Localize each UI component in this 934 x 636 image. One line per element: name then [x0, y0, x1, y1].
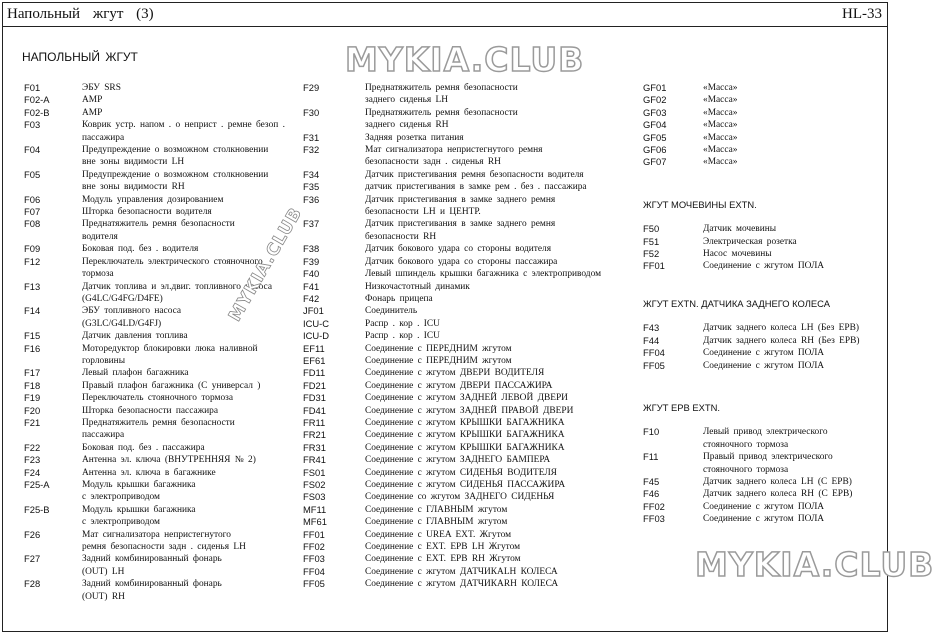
- connector-code: ICU-C: [303, 317, 330, 329]
- connector-entry: [303, 442, 633, 454]
- connector-entry: [303, 181, 633, 193]
- connector-code: F51: [643, 235, 660, 247]
- connector-entry: [24, 467, 300, 479]
- connector-code: F38: [303, 243, 320, 255]
- connector-code: GF07: [643, 156, 667, 168]
- connector-description: Соединение с жгутом ДВЕРИ ВОДИТЕЛЯ: [365, 368, 545, 379]
- connector-entry: [303, 281, 633, 293]
- connector-code: F15: [24, 330, 41, 342]
- connector-entry: [303, 107, 633, 132]
- connector-code: F34: [303, 168, 320, 180]
- connector-code: FD41: [303, 404, 326, 416]
- connector-description: Соединение с жгутом ПОЛА: [703, 348, 825, 359]
- connector-entry: [303, 318, 633, 330]
- connector-description: Соединение с жгутом ДАТЧИКАRH КОЛЕСА: [365, 579, 559, 590]
- connector-entry: [303, 305, 633, 317]
- header-divider: [2, 26, 888, 27]
- connector-entry: [24, 367, 300, 379]
- connector-entry: [643, 132, 883, 144]
- connector-entry: [303, 82, 633, 107]
- connector-entry: [303, 529, 633, 541]
- connector-code: F35: [303, 181, 320, 193]
- connector-entry: [24, 479, 300, 504]
- connector-description: Соединение с жгутом КРЫШКИ БАГАЖНИКА: [365, 417, 565, 428]
- watermark-bottom: MYKIA.CLUB: [695, 545, 934, 584]
- connector-code: FF05: [643, 359, 665, 371]
- connector-entry: [643, 501, 883, 513]
- connector-description: Датчик пристегивания ремня безопасности водителя: [365, 169, 584, 180]
- connector-entry: [303, 144, 633, 169]
- connector-entry: [303, 293, 633, 305]
- connector-description: Распр . кор . ICU: [365, 318, 440, 329]
- connector-code: F08: [24, 218, 41, 230]
- connector-description: Правый плафон багажника (С универсал ): [82, 380, 261, 391]
- connector-entry: [24, 454, 300, 466]
- connector-code: F45: [643, 475, 660, 487]
- connector-code: GF04: [643, 119, 667, 131]
- connector-entry: [643, 322, 883, 334]
- connector-description: Распр . кор . ICU: [365, 331, 440, 342]
- connector-entry: [643, 94, 883, 106]
- connector-code: F14: [24, 305, 41, 317]
- connector-description: «Масса»: [703, 120, 738, 131]
- connector-code: FD21: [303, 379, 326, 391]
- connector-entry: [643, 107, 883, 119]
- connector-code: F36: [303, 193, 320, 205]
- connector-description: Переключатель электрического стояночного тормоза: [82, 256, 263, 280]
- connector-description: Коврик устр. напом . о неприст . ремне безоп . пассажира: [82, 120, 285, 143]
- connector-code: F44: [643, 334, 660, 346]
- connector-entry: [24, 305, 300, 330]
- column-middle: [303, 82, 633, 591]
- connector-description: Соединение с жгутом КРЫШКИ БАГАЖНИКА: [365, 442, 565, 453]
- connector-description: Насос мочевины: [703, 249, 772, 260]
- connector-entry: [24, 504, 300, 529]
- page-number: HL-33: [842, 6, 882, 22]
- connector-entry: [643, 223, 883, 235]
- connector-code: F24: [24, 466, 41, 478]
- watermark-top: MYKIA.CLUB: [345, 40, 585, 79]
- connector-code: F46: [643, 488, 660, 500]
- connector-description: Соединение с жгутом ПОЛА: [703, 261, 825, 272]
- connector-entry: [643, 488, 883, 500]
- connector-description: «Масса»: [703, 132, 738, 143]
- connector-description: Шторка безопасности пассажира: [82, 405, 218, 416]
- connector-description: AMP: [82, 95, 103, 106]
- connector-description: Датчик заднего колеса RH (Без EPB): [703, 335, 860, 346]
- connector-code: FF02: [643, 500, 665, 512]
- connector-entry: [24, 206, 300, 218]
- connector-code: MF61: [303, 516, 327, 528]
- connector-entry: [24, 380, 300, 392]
- connector-entry: [24, 107, 300, 119]
- connector-entry: [643, 82, 883, 94]
- connector-entry: [643, 260, 883, 272]
- connector-code: EF61: [303, 354, 326, 366]
- connector-code: F21: [24, 416, 41, 428]
- connector-code: FF03: [643, 513, 665, 525]
- connector-code: F02-B: [24, 106, 50, 118]
- connector-entry: [303, 218, 633, 243]
- connector-code: F27: [24, 553, 41, 565]
- connector-description: Соединение с UREA EXT. Жгутом: [365, 529, 512, 540]
- connector-code: F29: [303, 82, 320, 93]
- connector-description: Соединение со жгутом ЗАДНЕГО СИДЕНЬЯ: [365, 492, 555, 503]
- connector-description: Соединение с жгутом КРЫШКИ БАГАЖНИКА: [365, 430, 565, 441]
- connector-entry: [643, 426, 883, 451]
- connector-entry: [303, 268, 633, 280]
- connector-code: FF02: [303, 541, 325, 553]
- section-title: НАПОЛЬНЫЙ ЖГУТ: [22, 50, 138, 64]
- connector-entry: [643, 360, 883, 372]
- connector-code: FF01: [303, 528, 325, 540]
- connector-description: AMP: [82, 107, 103, 118]
- connector-entry: [643, 119, 883, 131]
- connector-description: Задний комбинированный фонарь (OUT) RH: [82, 579, 222, 602]
- connector-description: Правый привод электрического стояночного тормоза: [703, 452, 833, 475]
- connector-description: Мат сигнализатора непристегнутого ремня безопасности задн . сиденья LH: [82, 529, 246, 553]
- connector-description: Соединение с ПЕРЕДНИМ жгутом: [365, 355, 512, 366]
- connector-description: Задний комбинированный фонарь (OUT) LH: [82, 554, 222, 577]
- connector-description: ЭБУ SRS: [82, 83, 121, 93]
- connector-code: F12: [24, 255, 41, 267]
- connector-description: Фонарь прицепа: [365, 293, 433, 304]
- connector-code: F22: [24, 441, 41, 453]
- connector-description: Соединение с жгутом ПОЛА: [703, 514, 825, 525]
- connector-entry: [24, 169, 300, 194]
- connector-code: F25-B: [24, 503, 50, 515]
- connector-code: MF11: [303, 503, 327, 515]
- connector-description: Преднатяжитель ремня безопасности заднего сиденья LH: [365, 83, 518, 106]
- connector-description: Преднатяжитель ремня безопасности заднего сиденья RH: [365, 107, 518, 131]
- connector-code: JF01: [303, 305, 324, 317]
- connector-entry: [303, 392, 633, 404]
- connector-code: FF04: [303, 565, 325, 577]
- connector-entry: [24, 119, 300, 144]
- connector-entry: [24, 194, 300, 206]
- connector-description: Моторедуктор блокировки люка наливной горловины: [82, 343, 258, 366]
- connector-description: «Масса»: [703, 95, 738, 106]
- connector-description: Боковая под. без . водителя: [82, 244, 199, 255]
- connector-code: FS03: [303, 491, 326, 503]
- connector-code: F03: [24, 119, 41, 131]
- connector-entry: [24, 553, 300, 578]
- connector-description: Соединение с жгутом ЗАДНЕЙ ЛЕВОЙ ДВЕРИ: [365, 393, 568, 404]
- connector-entry: [303, 491, 633, 503]
- connector-code: F05: [24, 168, 41, 180]
- connector-code: F23: [24, 454, 41, 466]
- connector-description: Датчик мочевины: [703, 224, 777, 235]
- connector-entry: [24, 330, 300, 342]
- connector-description: Датчик пристегивания в замке заднего ремня безопасности LH и ЦЕНТР.: [365, 194, 556, 218]
- connector-code: F18: [24, 379, 41, 391]
- connector-code: F13: [24, 280, 41, 292]
- epb-list: [643, 426, 883, 525]
- connector-description: Боковая под. без . пассажира: [82, 442, 205, 453]
- connector-code: F52: [643, 248, 660, 260]
- connector-code: GF01: [643, 82, 667, 93]
- connector-description: «Масса»: [703, 145, 738, 156]
- connector-description: Антенна эл. ключа (ВНУТРЕННЯЯ № 2): [82, 455, 256, 466]
- connector-description: «Масса»: [703, 83, 738, 93]
- connector-description: Датчик пристегивания в замке заднего ремня безопасности RH: [365, 219, 556, 242]
- connector-description: «Масса»: [703, 157, 738, 168]
- connector-description: Датчик бокового удара со стороны водителя: [365, 244, 552, 255]
- connector-code: FR21: [303, 429, 326, 441]
- connector-entry: [303, 553, 633, 565]
- connector-description: Соединение с жгутом ПОЛА: [703, 501, 825, 512]
- connector-entry: [303, 479, 633, 491]
- connector-entry: [24, 218, 300, 243]
- connector-code: GF05: [643, 131, 667, 143]
- connector-entry: [303, 516, 633, 528]
- connector-description: Задняя розетка питания: [365, 132, 464, 143]
- connector-code: FF05: [303, 578, 325, 590]
- connector-code: F50: [643, 223, 660, 235]
- connector-description: Соединение с жгутом ПОЛА: [703, 360, 825, 371]
- connector-description: Соединение с ГЛАВНЫМ жгутом: [365, 517, 508, 528]
- connector-code: F25-A: [24, 479, 50, 490]
- connector-entry: [303, 194, 633, 219]
- connector-code: FS02: [303, 479, 326, 490]
- connector-code: F43: [643, 322, 660, 334]
- connector-code: GF03: [643, 106, 667, 118]
- connector-entry: [24, 144, 300, 169]
- connector-description: Переключатель стояночного тормоза: [82, 393, 234, 404]
- connector-entry: [643, 451, 883, 476]
- connector-description: Соединитель: [365, 306, 418, 317]
- connector-description: «Масса»: [703, 107, 738, 118]
- connector-description: Соединение с жгутом ДВЕРИ ПАССАЖИРА: [365, 380, 553, 391]
- connector-description: Предупреждение о возможном столкновении вне зоны видимости RH: [82, 169, 269, 193]
- connector-code: F09: [24, 243, 41, 255]
- connector-entry: [303, 169, 633, 181]
- connector-description: Соединение с жгутом ДАТЧИКАLH КОЛЕСА: [365, 566, 558, 577]
- connector-entry: [24, 82, 300, 94]
- connector-code: F06: [24, 193, 41, 205]
- connector-entry: [643, 513, 883, 525]
- connector-description: датчик пристегивания в замке рем . без . пассажира: [365, 182, 587, 193]
- connector-description: Преднатяжитель ремня безопасности пассажира: [82, 417, 235, 441]
- connector-code: F07: [24, 206, 41, 218]
- connector-code: F10: [643, 426, 660, 438]
- connector-entry: [303, 429, 633, 441]
- connector-entry: [643, 347, 883, 359]
- connector-code: ICU-D: [303, 330, 330, 342]
- connector-code: F28: [24, 578, 41, 590]
- connector-entry: [303, 355, 633, 367]
- connector-entry: [303, 578, 633, 590]
- connector-code: F16: [24, 342, 41, 354]
- connector-code: F39: [303, 255, 320, 267]
- connector-description: Датчик заднего колеса LH (С EPB): [703, 476, 852, 487]
- connector-code: FR11: [303, 416, 326, 428]
- connector-code: F37: [303, 218, 320, 230]
- connector-entry: [303, 467, 633, 479]
- connector-entry: [643, 236, 883, 248]
- connector-entry: [24, 442, 300, 454]
- connector-entry: [24, 343, 300, 368]
- connector-entry: [303, 343, 633, 355]
- connector-code: F30: [303, 106, 320, 118]
- connector-description: Соединение с EXT. EPB RH Жгутом: [365, 554, 521, 565]
- connector-description: Модуль крышки багажника с электроприводом: [82, 480, 196, 503]
- connector-description: Датчик бокового удара со стороны пассажира: [365, 256, 558, 267]
- connector-code: FS01: [303, 466, 326, 478]
- connector-entry: [303, 566, 633, 578]
- column-left: [24, 82, 300, 603]
- connector-description: Антенна эл. ключа в багажнике: [82, 467, 216, 478]
- connector-code: FR41: [303, 454, 326, 466]
- connector-entry: [643, 335, 883, 347]
- urea-list: [643, 223, 883, 273]
- connector-code: FD31: [303, 392, 326, 404]
- connector-entry: [24, 529, 300, 554]
- connector-code: F41: [303, 280, 320, 292]
- connector-description: Электрическая розетка: [703, 236, 797, 247]
- connector-description: Левый плафон багажника: [82, 368, 189, 379]
- connector-entry: [643, 476, 883, 488]
- connector-code: F19: [24, 392, 41, 404]
- connector-code: F40: [303, 268, 320, 280]
- connector-entry: [303, 256, 633, 268]
- connector-entry: [303, 454, 633, 466]
- watermark-diagonal: MYKIA.CLUB: [225, 204, 307, 325]
- connector-entry: [24, 392, 300, 404]
- connector-entry: [303, 132, 633, 144]
- connector-entry: [24, 417, 300, 442]
- connector-code: F42: [303, 292, 320, 304]
- connector-entry: [303, 380, 633, 392]
- connector-description: Датчик давления топлива: [82, 331, 188, 342]
- connector-code: F31: [303, 131, 320, 143]
- connector-description: Левый шпиндель крышки багажника с электроприводом: [365, 269, 602, 280]
- wheel-harness-title: ЖГУТ EXTN. ДАТЧИКА ЗАДНЕГО КОЛЕСА: [643, 297, 830, 309]
- connector-description: Датчик топлива и эл.двиг. топливного насоса (G4LC/G4FG/D4FE): [82, 281, 272, 304]
- connector-entry: [643, 156, 883, 168]
- connector-entry: [24, 405, 300, 417]
- connector-code: GF06: [643, 144, 667, 156]
- connector-description: Соединение с жгутом СИДЕНЬЯ ВОДИТЕЛЯ: [365, 467, 557, 478]
- connector-code: FR31: [303, 441, 326, 453]
- connector-code: F20: [24, 404, 41, 416]
- connector-code: F11: [643, 451, 659, 463]
- connector-entry: [303, 330, 633, 342]
- connector-description: Предупреждение о возможном столкновении вне зоны видимости LH: [82, 145, 269, 168]
- connector-description: Низкочастотный динамик: [365, 281, 470, 292]
- connector-description: Преднатяжитель ремня безопасности водителя: [82, 219, 235, 242]
- connector-code: F04: [24, 144, 41, 156]
- connector-entry: [303, 504, 633, 516]
- connector-code: FF03: [303, 553, 325, 565]
- page-header-title: Напольный жгут (3): [7, 6, 154, 22]
- connector-description: Соединение с жгутом СИДЕНЬЯ ПАССАЖИРА: [365, 480, 566, 490]
- connector-description: Соединение с ПЕРЕДНИМ жгутом: [365, 343, 512, 354]
- connector-entry: [303, 367, 633, 379]
- connector-description: Модуль управления дозированием: [82, 194, 224, 205]
- connector-entry: [303, 405, 633, 417]
- connector-description: Левый привод электрического стояночного тормоза: [703, 427, 828, 450]
- column-right: [643, 82, 883, 526]
- connector-description: Датчик заднего колеса LH (Без EPB): [703, 323, 859, 334]
- connector-code: F02-A: [24, 94, 50, 106]
- connector-entry: [24, 243, 300, 255]
- connector-entry: [303, 541, 633, 553]
- connector-description: Модуль крышки багажника с электроприводом: [82, 504, 196, 528]
- connector-description: Соединение с ГЛАВНЫМ жгутом: [365, 504, 508, 515]
- connector-code: FF04: [643, 347, 665, 359]
- connector-code: GF02: [643, 94, 667, 106]
- connector-description: Соединение с EXT. EPB LH Жгутом: [365, 542, 521, 553]
- connector-code: F26: [24, 528, 41, 540]
- connector-description: Соединение с жгутом ЗАДНЕГО БАМПЕРА: [365, 455, 551, 466]
- ground-list: [643, 82, 883, 169]
- connector-entry: [303, 417, 633, 429]
- connector-description: ЭБУ топливного насоса (G3LC/G4LD/G4FJ): [82, 306, 182, 329]
- connector-description: Мат сигнализатора непристегнутого ремня безопасности задн . сиденья RH: [365, 145, 543, 168]
- urea-harness-title: ЖГУТ МОЧЕВИНЫ EXTN.: [643, 198, 757, 210]
- connector-entry: [643, 144, 883, 156]
- connector-code: F17: [24, 367, 41, 379]
- connector-code: FF01: [643, 260, 665, 272]
- connector-description: Шторка безопасности водителя: [82, 207, 212, 218]
- connector-code: EF11: [303, 342, 325, 354]
- connector-code: FD11: [303, 367, 326, 379]
- connector-description: Датчик заднего колеса RH (С EPB): [703, 489, 853, 500]
- connector-code: F32: [303, 144, 320, 156]
- wheel-list: [643, 322, 883, 372]
- connector-description: Соединение с жгутом ЗАДНЕЙ ПРАВОЙ ДВЕРИ: [365, 405, 574, 416]
- connector-entry: [24, 578, 300, 603]
- connector-entry: [24, 94, 300, 106]
- connector-entry: [303, 243, 633, 255]
- epb-harness-title: ЖГУТ EPB EXTN.: [643, 401, 720, 413]
- connector-entry: [643, 248, 883, 260]
- connector-code: F01: [24, 82, 41, 93]
